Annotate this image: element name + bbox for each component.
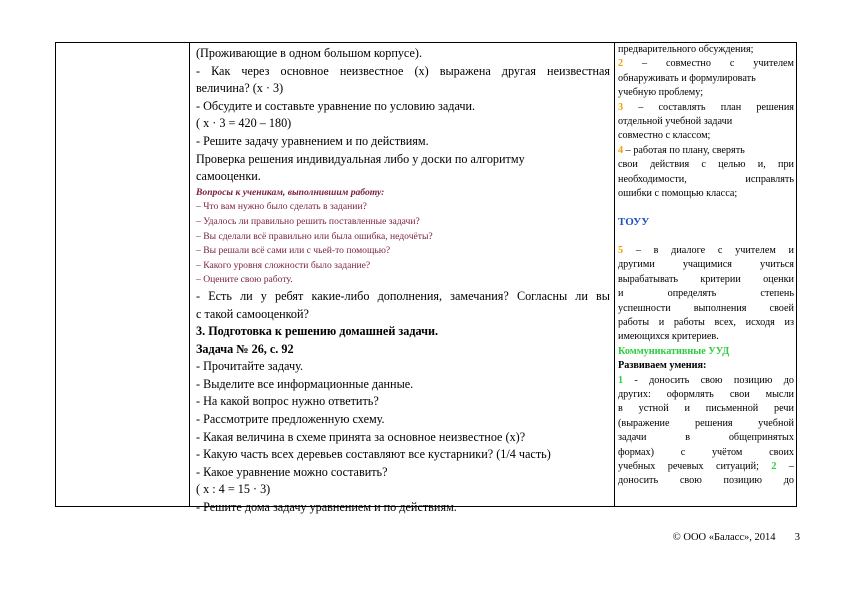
right-line: свои действия с целью и, при bbox=[618, 159, 794, 171]
content-line: самооценки. bbox=[196, 169, 261, 184]
questions-heading: Вопросы к ученикам, выполнившим работу: bbox=[196, 186, 385, 198]
content-line: ( х · 3 = 420 – 180) bbox=[196, 116, 292, 131]
question-item: – Какого уровня сложности было задание? bbox=[196, 259, 371, 271]
content-line: - Какую часть всех деревьев составляют все кустарники? (1/4 часть) bbox=[196, 447, 551, 462]
content-line: - Прочитайте задачу. bbox=[196, 359, 304, 374]
toyy-heading: ТОУУ bbox=[618, 216, 650, 229]
column-divider-right bbox=[614, 43, 615, 506]
right-text: – bbox=[776, 460, 795, 472]
item-number: 3 bbox=[618, 101, 624, 113]
content-line: (Проживающие в одном большом корпусе). bbox=[196, 46, 423, 60]
right-line: необходимости, исправлять bbox=[618, 173, 794, 185]
right-line: другими учащимися учиться bbox=[618, 259, 794, 271]
lesson-content-column bbox=[196, 45, 610, 517]
content-line: - Какая величина в схеме принята за основное неизвестное (х)? bbox=[196, 429, 526, 444]
content-line: 3. Подготовка к решению домашней задачи. bbox=[196, 324, 439, 339]
right-line bbox=[618, 101, 794, 115]
copyright: © ООО «Баласс», 2014 bbox=[672, 532, 776, 543]
develop-skills-label: Развиваем умения: bbox=[618, 360, 707, 372]
right-line bbox=[618, 144, 794, 158]
right-line bbox=[618, 244, 794, 258]
item-number: 4 bbox=[618, 144, 624, 156]
uud-column bbox=[618, 43, 794, 489]
right-line: предварительного обсуждения; bbox=[618, 44, 754, 55]
item-number: 2 bbox=[771, 460, 777, 472]
content-line: ( х : 4 = 15 · 3) bbox=[196, 482, 271, 497]
right-line bbox=[618, 374, 794, 388]
right-line: доносить свою позицию до bbox=[618, 475, 794, 487]
right-text: – составлять план решения bbox=[623, 101, 794, 113]
item-number: 1 bbox=[618, 374, 624, 386]
right-line: других: оформлять свои мысли bbox=[618, 388, 794, 400]
right-line: в устной и письменной речи bbox=[618, 403, 794, 415]
content-line: величина? (х · 3) bbox=[196, 81, 284, 96]
content-line: - Обсудите и составьте уравнение по условию задачи. bbox=[196, 98, 476, 113]
content-line: - Как через основное неизвестное (х) выражена другая неизвестная bbox=[196, 63, 610, 78]
right-line: ошибки с помощью класса; bbox=[618, 188, 738, 200]
right-line: успешности выполнения своей bbox=[618, 302, 794, 314]
content-line: - Какое уравнение можно составить? bbox=[196, 464, 388, 479]
question-item: – Что вам нужно было сделать в задании? bbox=[196, 201, 367, 213]
right-text: – в диалоге с учителем и bbox=[623, 244, 794, 256]
right-line: формах) с учётом своих bbox=[618, 446, 794, 458]
content-line: - Есть ли у ребят какие-либо дополнения, замечания? Согласны ли вы bbox=[196, 288, 610, 303]
content-line: - Решите дома задачу уравнением и по действиям. bbox=[196, 500, 457, 515]
column-divider-left bbox=[189, 43, 190, 506]
question-item: – Оцените свою работу. bbox=[196, 274, 293, 286]
content-line: Задача № 26, с. 92 bbox=[196, 341, 294, 356]
content-line: - Рассмотрите предложенную схему. bbox=[196, 412, 385, 427]
content-line: - Выделите все информационные данные. bbox=[196, 376, 414, 391]
item-number: 2 bbox=[618, 58, 624, 70]
right-line: имеющихся критериев. bbox=[618, 331, 719, 343]
content-line: Проверка решения индивидуальная либо у доски по алгоритму bbox=[196, 151, 525, 166]
right-text: – работая по плану, сверять bbox=[623, 144, 745, 156]
right-text: - доносить свою позицию до bbox=[623, 374, 794, 386]
content-line: - На какой вопрос нужно ответить? bbox=[196, 394, 379, 409]
content-line: с такой самооценкой? bbox=[196, 306, 309, 321]
question-item: – Вы сделали всё правильно или была ошибка, недочёты? bbox=[196, 230, 433, 242]
right-line: задачи в общепринятых bbox=[618, 432, 794, 444]
right-line: и определять степень bbox=[618, 288, 794, 300]
right-line: работы и работы всех, исходя из bbox=[618, 316, 794, 328]
communicative-uud-heading: Коммуникативные УУД bbox=[618, 345, 730, 357]
question-item: – Удалось ли правильно решить поставленные задачи? bbox=[196, 215, 420, 227]
item-number: 5 bbox=[618, 244, 624, 256]
page-number: 3 bbox=[794, 532, 800, 543]
right-line bbox=[618, 57, 794, 71]
right-line: учебную проблему; bbox=[618, 87, 704, 99]
lesson-table bbox=[55, 42, 797, 515]
question-item: – Вы решали всё сами или с чьей-то помощью? bbox=[196, 245, 391, 257]
right-text: учебных речевых ситуаций; bbox=[618, 460, 759, 472]
right-line: (выражение решения учебной bbox=[618, 417, 794, 429]
right-text: – совместно с учителем bbox=[623, 58, 794, 70]
right-line: совместно с классом; bbox=[618, 130, 711, 142]
right-line: вырабатывать критерии оценки bbox=[618, 273, 794, 285]
right-line: отдельной учебной задачи bbox=[618, 116, 733, 128]
page-footer bbox=[600, 532, 800, 543]
right-line: обнаруживать и формулировать bbox=[618, 72, 756, 84]
right-line bbox=[618, 460, 794, 474]
content-line: - Решите задачу уравнением и по действиям. bbox=[196, 133, 429, 148]
